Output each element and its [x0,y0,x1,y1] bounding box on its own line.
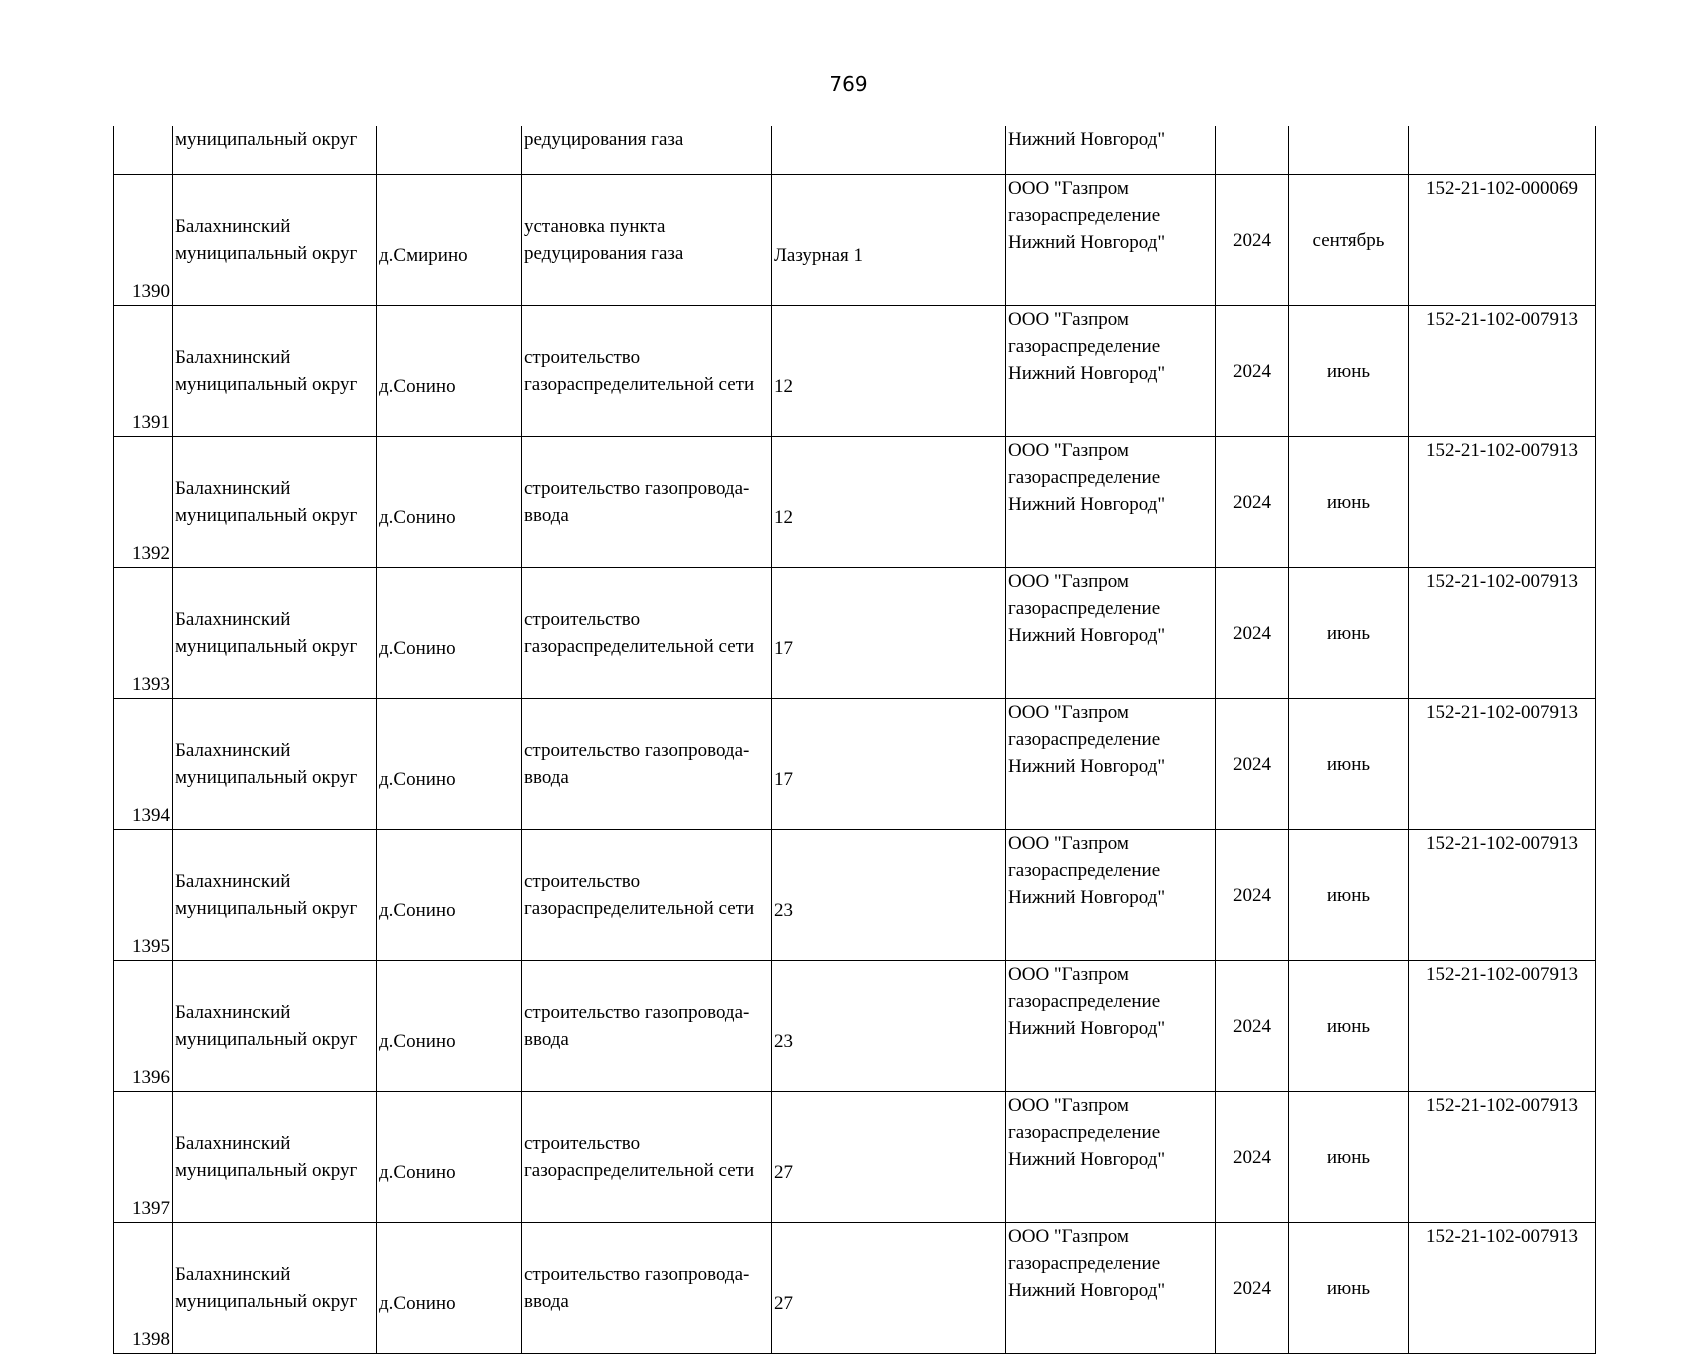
cell-address: 17 [772,568,1006,699]
work-line: строительство газопровода- [524,1264,750,1285]
table-row [114,437,1596,568]
organization-line: Нижний Новгород" [1008,494,1166,515]
page-number: 769 [829,72,868,96]
cell-locality: д.Сонино [377,699,522,830]
table-row-continued [114,126,1596,175]
cell-locality: д.Сонино [377,306,522,437]
organization-line: газораспределение [1008,467,1161,488]
municipality-line: Балахнинский [175,1133,291,1154]
work-line: ввода [524,1291,569,1312]
cell-municipality [173,830,377,961]
cell-work-type [522,306,772,437]
cell-work-type [522,961,772,1092]
cell-locality: д.Сонино [377,437,522,568]
municipality-line: Балахнинский [175,347,291,368]
table-row [114,699,1596,830]
cell-work-type: редуцирования газа [522,126,772,175]
organization-line: Нижний Новгород" [1008,1149,1166,1170]
cell-municipality: муниципальный округ [173,126,377,175]
cell-code: 152-21-102-007913 [1409,1223,1596,1354]
cell-work-type [522,1092,772,1223]
cell-locality: д.Сонино [377,1092,522,1223]
table-row [114,1223,1596,1354]
cell-number: 1392 [114,437,173,568]
cell-year: 2024 [1216,175,1289,306]
cell-number: 1396 [114,961,173,1092]
work-line: газораспределительной сети [524,898,755,919]
organization-line: ООО "Газпром [1008,702,1129,723]
table-row [114,1092,1596,1223]
organization-line: ООО "Газпром [1008,1226,1129,1247]
cell-address: Лазурная 1 [772,175,1006,306]
cell-organization [1006,830,1216,961]
cell-month: июнь [1289,830,1409,961]
cell-municipality [173,1092,377,1223]
cell-address [772,126,1006,175]
cell-number: 1393 [114,568,173,699]
table-row [114,568,1596,699]
cell-number: 1394 [114,699,173,830]
cell-year: 2024 [1216,568,1289,699]
work-line: газораспределительной сети [524,374,755,395]
cell-organization [1006,699,1216,830]
cell-code: 152-21-102-007913 [1409,830,1596,961]
organization-line: Нижний Новгород" [1008,887,1166,908]
cell-organization [1006,1223,1216,1354]
municipality-line: муниципальный округ [175,243,358,264]
cell-municipality [173,437,377,568]
cell-work-type [522,175,772,306]
cell-code [1409,126,1596,175]
municipality-line: муниципальный округ [175,636,358,657]
municipality-line: Балахнинский [175,1002,291,1023]
municipality-line: муниципальный округ [175,505,358,526]
cell-municipality [173,175,377,306]
cell-municipality [173,1223,377,1354]
organization-line: Нижний Новгород" [1008,363,1166,384]
cell-organization [1006,568,1216,699]
cell-code: 152-21-102-007913 [1409,961,1596,1092]
organization-line: газораспределение [1008,205,1161,226]
table-row [114,961,1596,1092]
cell-year: 2024 [1216,1223,1289,1354]
cell-code: 152-21-102-000069 [1409,175,1596,306]
organization-line: газораспределение [1008,1122,1161,1143]
work-line: редуцирования газа [524,243,684,264]
cell-code: 152-21-102-007913 [1409,437,1596,568]
cell-month: июнь [1289,699,1409,830]
cell-month: июнь [1289,437,1409,568]
cell-organization [1006,961,1216,1092]
work-line: строительство газопровода- [524,1002,750,1023]
cell-year: 2024 [1216,437,1289,568]
organization-line: газораспределение [1008,598,1161,619]
organization-line: газораспределение [1008,1253,1161,1274]
cell-month: июнь [1289,306,1409,437]
cell-municipality [173,699,377,830]
organization-line: газораспределение [1008,860,1161,881]
cell-address: 27 [772,1092,1006,1223]
organization-line: газораспределение [1008,729,1161,750]
cell-address: 12 [772,306,1006,437]
cell-year [1216,126,1289,175]
cell-month [1289,126,1409,175]
cell-organization [1006,437,1216,568]
cell-address: 12 [772,437,1006,568]
cell-work-type [522,830,772,961]
municipality-line: Балахнинский [175,1264,291,1285]
work-line: газораспределительной сети [524,1160,755,1181]
cell-code: 152-21-102-007913 [1409,699,1596,830]
cell-month: июнь [1289,961,1409,1092]
organization-line: ООО "Газпром [1008,571,1129,592]
organization-line: Нижний Новгород" [1008,232,1166,253]
cell-number: 1398 [114,1223,173,1354]
organization-line: ООО "Газпром [1008,964,1129,985]
table-row [114,830,1596,961]
municipality-line: муниципальный округ [175,767,358,788]
gasification-table [113,126,1596,1354]
cell-code: 152-21-102-007913 [1409,568,1596,699]
work-line: строительство газопровода- [524,740,750,761]
cell-address: 23 [772,830,1006,961]
cell-month: июнь [1289,568,1409,699]
cell-code: 152-21-102-007913 [1409,1092,1596,1223]
organization-line: ООО "Газпром [1008,309,1129,330]
organization-line: ООО "Газпром [1008,1095,1129,1116]
cell-month: июнь [1289,1223,1409,1354]
municipality-line: Балахнинский [175,609,291,630]
cell-locality [377,126,522,175]
cell-address: 27 [772,1223,1006,1354]
cell-month: сентябрь [1289,175,1409,306]
work-line: ввода [524,767,569,788]
cell-year: 2024 [1216,306,1289,437]
cell-municipality [173,568,377,699]
cell-municipality [173,961,377,1092]
organization-line: Нижний Новгород" [1008,756,1166,777]
cell-year: 2024 [1216,1092,1289,1223]
organization-line: газораспределение [1008,336,1161,357]
work-line: строительство [524,347,641,368]
organization-line: ООО "Газпром [1008,178,1129,199]
cell-locality: д.Сонино [377,1223,522,1354]
cell-organization [1006,1092,1216,1223]
municipality-line: Балахнинский [175,740,291,761]
work-line: строительство газопровода- [524,478,750,499]
organization-line: газораспределение [1008,991,1161,1012]
work-line: установка пункта [524,216,666,237]
municipality-line: муниципальный округ [175,374,358,395]
cell-work-type [522,1223,772,1354]
work-line: строительство [524,871,641,892]
cell-address: 17 [772,699,1006,830]
cell-locality: д.Смирино [377,175,522,306]
organization-line: Нижний Новгород" [1008,1018,1166,1039]
table-row [114,175,1596,306]
cell-number: 1391 [114,306,173,437]
work-line: строительство [524,609,641,630]
municipality-line: Балахнинский [175,216,291,237]
cell-address: 23 [772,961,1006,1092]
cell-locality: д.Сонино [377,568,522,699]
organization-line: Нижний Новгород" [1008,1280,1166,1301]
cell-municipality [173,306,377,437]
cell-locality: д.Сонино [377,961,522,1092]
organization-line: Нижний Новгород" [1008,625,1166,646]
municipality-line: муниципальный округ [175,1291,358,1312]
cell-number [114,126,173,175]
cell-locality: д.Сонино [377,830,522,961]
cell-month: июнь [1289,1092,1409,1223]
cell-organization: Нижний Новгород" [1006,126,1216,175]
cell-year: 2024 [1216,961,1289,1092]
municipality-line: муниципальный округ [175,1029,358,1050]
organization-line: ООО "Газпром [1008,440,1129,461]
cell-year: 2024 [1216,830,1289,961]
organization-line: ООО "Газпром [1008,833,1129,854]
municipality-line: муниципальный округ [175,1160,358,1181]
cell-number: 1390 [114,175,173,306]
table-row [114,306,1596,437]
cell-number: 1395 [114,830,173,961]
work-line: строительство [524,1133,641,1154]
cell-work-type [522,699,772,830]
cell-work-type [522,437,772,568]
cell-code: 152-21-102-007913 [1409,306,1596,437]
municipality-line: муниципальный округ [175,898,358,919]
work-line: газораспределительной сети [524,636,755,657]
work-line: ввода [524,1029,569,1050]
municipality-line: Балахнинский [175,871,291,892]
work-line: ввода [524,505,569,526]
cell-organization [1006,175,1216,306]
cell-organization [1006,306,1216,437]
cell-year: 2024 [1216,699,1289,830]
cell-number: 1397 [114,1092,173,1223]
cell-work-type [522,568,772,699]
municipality-line: Балахнинский [175,478,291,499]
